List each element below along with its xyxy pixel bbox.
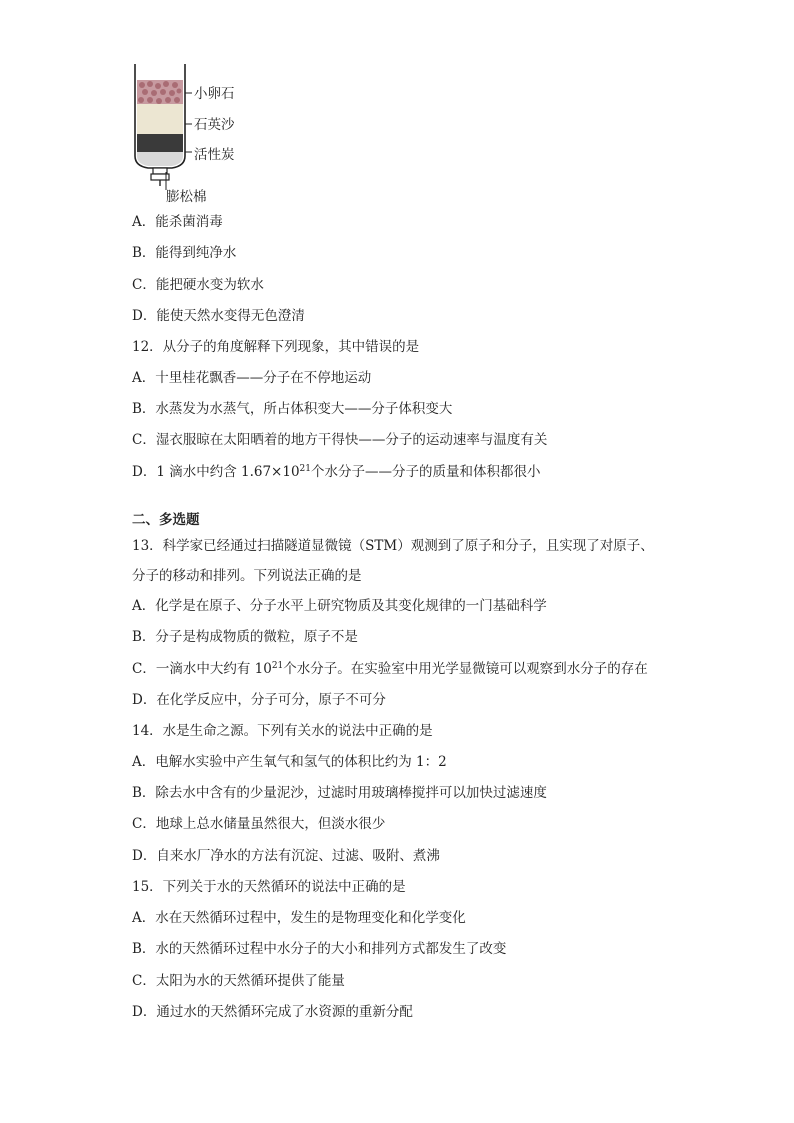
q13-stem-line1: 13．科学家已经通过扫描隧道显微镜（STM）观测到了原子和分子，且实现了对原子、: [132, 538, 654, 554]
q15-option-c: C．太阳为水的天然循环提供了能量: [132, 973, 345, 989]
q13-c-exponent: 21: [271, 661, 284, 671]
q13-c-post: 个水分子。在实验室中用光学显微镜可以观察到水分子的存在: [283, 661, 648, 677]
q11-option-d: D．能使天然水变得无色澄清: [132, 308, 305, 324]
cotton-layer: [137, 152, 183, 166]
label-quartz-sand: 石英沙: [194, 117, 235, 133]
q15-stem: 15．下列关于水的天然循环的说法中正确的是: [132, 879, 406, 895]
q14-option-d: D．自来水厂净水的方法有沉淀、过滤、吸附、煮沸: [132, 848, 440, 864]
label-pebbles: 小卵石: [194, 86, 235, 102]
label-activated-carbon: 活性炭: [194, 147, 235, 163]
q15-option-a: A．水在天然循环过程中，发生的是物理变化和化学变化: [132, 910, 466, 926]
q13-option-a: A．化学是在原子、分子水平上研究物质及其变化规律的一门基础科学: [132, 598, 547, 614]
q14-stem: 14．水是生命之源。下列有关水的说法中正确的是: [132, 723, 433, 739]
q11-option-b: B．能得到纯净水: [132, 245, 237, 261]
q13-option-c: [132, 659, 648, 679]
q13-option-b: B．分子是构成物质的微粒，原子不是: [132, 629, 358, 645]
q12-d-pre: D．1 滴水中约含 1.67×10: [132, 464, 300, 480]
q12-option-c: C．湿衣服晾在太阳晒着的地方干得快——分子的运动速率与温度有关: [132, 432, 548, 448]
q15-option-d: D．通过水的天然循环完成了水资源的重新分配: [132, 1004, 413, 1020]
water-filter-diagram: [120, 60, 260, 210]
quartz-sand-layer: [137, 104, 183, 134]
q14-option-b: B．除去水中含有的少量泥沙，过滤时用玻璃棒搅拌可以加快过滤速度: [132, 785, 547, 801]
q13-c-pre: C．一滴水中大约有 10: [132, 661, 272, 677]
label-cotton: 膨松棉: [166, 189, 207, 205]
q12-d-post: 个水分子——分子的质量和体积都很小: [311, 464, 541, 480]
q13-option-d: D．在化学反应中，分子可分，原子不可分: [132, 692, 386, 708]
q11-option-c: C．能把硬水变为软水: [132, 277, 264, 293]
q11-option-a: A．能杀菌消毒: [132, 214, 223, 230]
q12-option-a: A．十里桂花飘香——分子在不停地运动: [132, 370, 372, 386]
q14-option-a: A．电解水实验中产生氧气和氢气的体积比约为 1：2: [132, 754, 447, 770]
q15-option-b: B．水的天然循环过程中水分子的大小和排列方式都发生了改变: [132, 941, 507, 957]
q14-option-c: C．地球上总水储量虽然很大，但淡水很少: [132, 816, 386, 832]
section-heading-multi-choice: 二、多选题: [132, 512, 200, 528]
activated-carbon-layer: [137, 134, 183, 152]
q13-stem-line2: 分子的移动和排列。下列说法正确的是: [132, 568, 362, 584]
q12-stem: 12．从分子的角度解释下列现象，其中错误的是: [132, 339, 420, 355]
q12-option-d: [132, 462, 541, 482]
q12-d-exponent: 21: [299, 464, 311, 474]
q12-option-b: B．水蒸发为水蒸气，所占体积变大——分子体积变大: [132, 401, 453, 417]
